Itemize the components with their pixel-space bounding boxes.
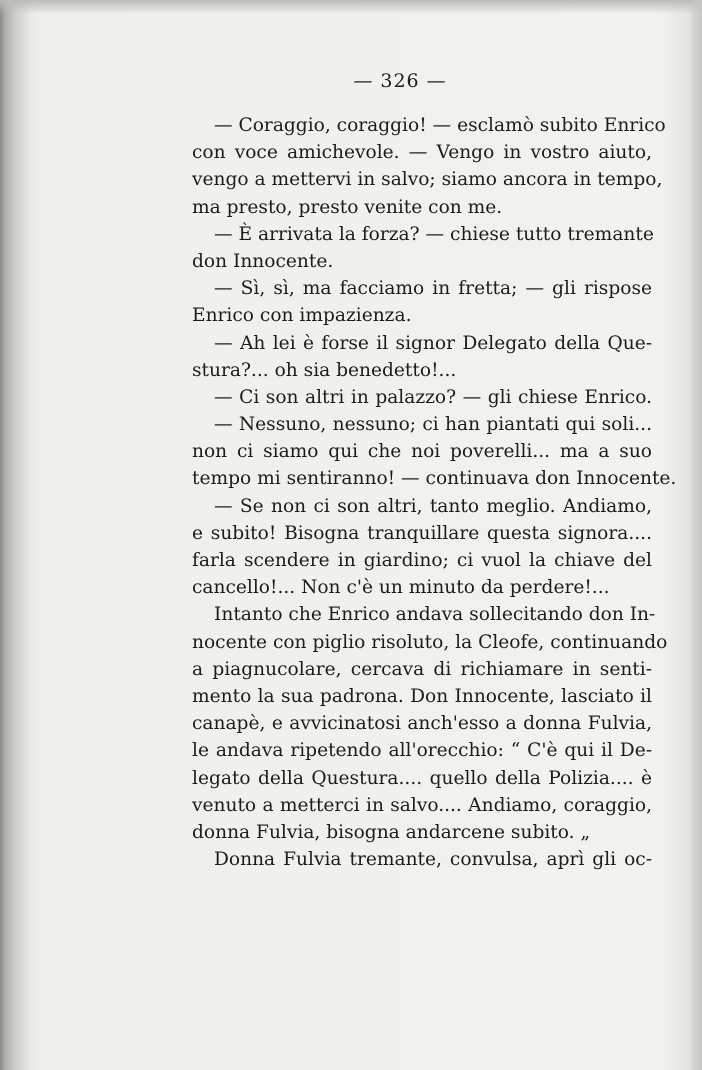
- text-line: don Innocente.: [192, 250, 334, 272]
- text-line: a piagnucolare, cercava di richiamare in senti-: [192, 658, 652, 680]
- text-line: cancello!... Non c'è un minuto da perdere!...: [192, 577, 610, 599]
- text-line: le andava ripetendo all'orecchio: “ C'è qui il De-: [192, 740, 652, 762]
- text-line: — Sì, sì, ma facciamo in fretta; — gli rispose: [214, 278, 652, 300]
- text-line: farla scendere in giardino; ci vuol la chiave del: [192, 550, 652, 571]
- text-line: con voce amichevole. — Vengo in vostro aiuto,: [192, 142, 652, 164]
- text-line: ma presto, presto venite con me.: [192, 196, 503, 218]
- text-line: canapè, e avvicinatosi anch'esso a donna Fulvia,: [192, 713, 652, 735]
- text-line: e subito! Bisogna tranquillare questa signora....: [192, 522, 652, 544]
- text-line: tempo mi sentiranno! — continuava don Innocente.: [192, 468, 677, 490]
- text-line: nocente con piglio risoluto, la Cleofe, continuando: [192, 631, 668, 653]
- text-line: — Ah lei è forse il signor Delegato della Que-: [214, 332, 652, 354]
- text-line: stura?... oh sia benedetto!...: [192, 359, 457, 381]
- text-line: — Nessuno, nessuno; ci han piantati qui soli...: [214, 414, 652, 436]
- page-gutter-shadow: [0, 0, 30, 1070]
- text-line: Enrico con impazienza.: [192, 305, 412, 327]
- text-line: — Se non ci son altri, tanto meglio. Andiamo,: [214, 495, 652, 517]
- page-number: — 326 —: [353, 70, 447, 92]
- text-line: donna Fulvia, bisogna andarcene subito. „: [192, 821, 591, 843]
- text-line: non ci siamo qui che noi poverelli... ma a suo: [192, 441, 652, 463]
- text-line: — Coraggio, coraggio! — esclamò subito Enrico: [214, 115, 666, 136]
- page-top-edge: [0, 0, 702, 14]
- text-line: — Ci son altri in palazzo? — gli chiese Enrico.: [214, 386, 652, 408]
- text-line: legato della Questura.... quello della Polizia.... è: [192, 767, 652, 789]
- text-line: vengo a mettervi in salvo; siamo ancora in tempo,: [192, 169, 663, 191]
- text-line: mento la sua padrona. Don Innocente, lasciato il: [192, 685, 652, 707]
- text-line: Intanto che Enrico andava sollecitando don In-: [214, 604, 656, 626]
- body-text: [192, 112, 677, 873]
- text-line: venuto a metterci in salvo.... Andiamo, coraggio,: [192, 794, 652, 816]
- page-right-edge: [688, 0, 702, 1070]
- text-line: Donna Fulvia tremante, convulsa, aprì gli oc-: [214, 849, 652, 871]
- text-line: — È arrivata la forza? — chiese tutto tremante: [214, 223, 654, 245]
